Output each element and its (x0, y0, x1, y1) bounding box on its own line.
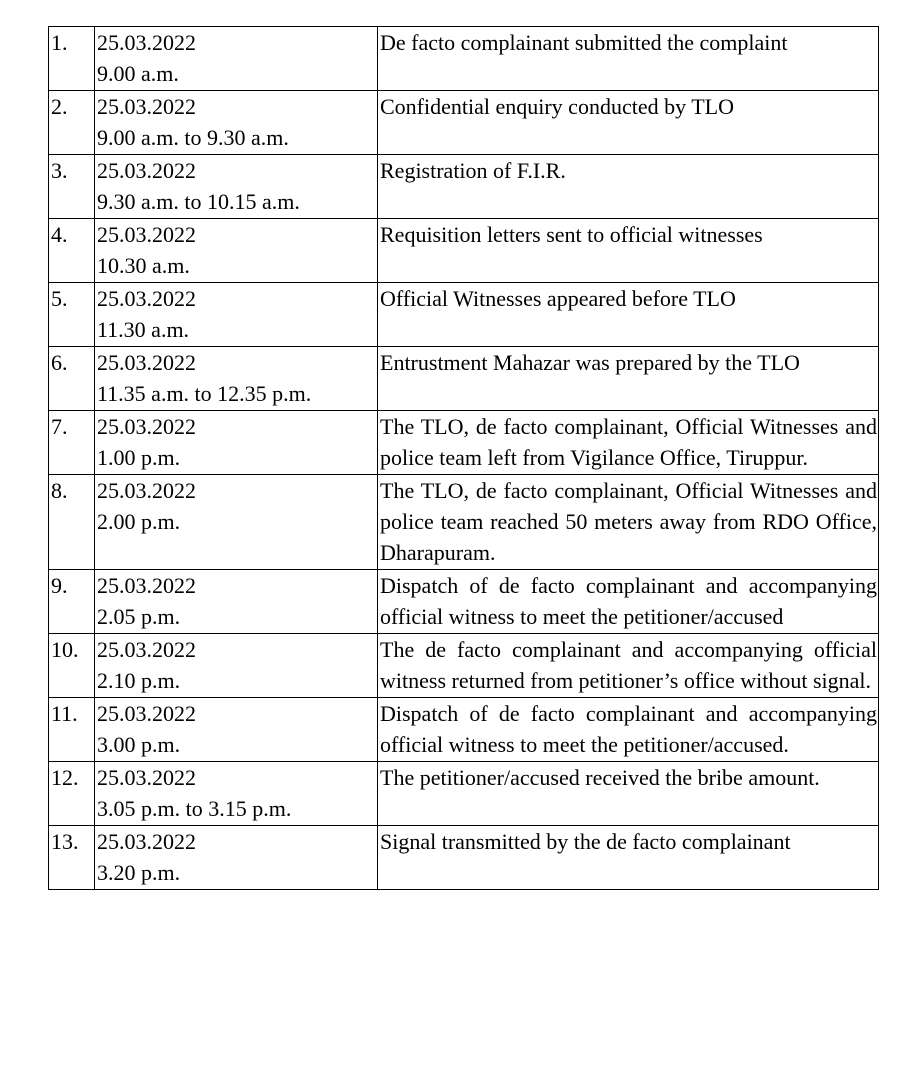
event-description-cell: The TLO, de facto complainant, Official Witnesses and police team left from Vigilance Office, Tiruppur. (378, 411, 879, 475)
date-text: 25.03.2022 (97, 30, 196, 55)
time-text: 9.00 a.m. to 9.30 a.m. (97, 125, 289, 150)
time-text: 2.10 p.m. (97, 668, 181, 693)
time-text: 9.00 a.m. (97, 61, 179, 86)
date-time-cell (95, 347, 378, 411)
event-description-cell: Requisition letters sent to official witnesses (378, 219, 879, 283)
serial-number-cell: 9. (49, 570, 95, 634)
table-row (49, 762, 879, 826)
table-row (49, 27, 879, 91)
serial-number-cell: 11. (49, 698, 95, 762)
date-text: 25.03.2022 (97, 286, 196, 311)
event-description-cell: Signal transmitted by the de facto complainant (378, 826, 879, 890)
serial-number-cell: 8. (49, 475, 95, 570)
table-row (49, 155, 879, 219)
date-time-cell (95, 570, 378, 634)
date-time-cell (95, 762, 378, 826)
event-description-cell: The de facto complainant and accompanying official witness returned from petitioner’s office without signal. (378, 634, 879, 698)
table-row (49, 698, 879, 762)
table-row (49, 91, 879, 155)
serial-number-cell: 6. (49, 347, 95, 411)
date-text: 25.03.2022 (97, 350, 196, 375)
date-time-cell (95, 27, 378, 91)
event-description-cell: Dispatch of de facto complainant and accompanying official witness to meet the petitioner/accused. (378, 698, 879, 762)
date-time-cell (95, 634, 378, 698)
table-row (49, 219, 879, 283)
serial-number-cell: 3. (49, 155, 95, 219)
event-timeline-table (48, 26, 879, 890)
table-row (49, 570, 879, 634)
serial-number-cell: 7. (49, 411, 95, 475)
serial-number-cell: 12. (49, 762, 95, 826)
time-text: 3.05 p.m. to 3.15 p.m. (97, 796, 292, 821)
date-time-cell (95, 91, 378, 155)
serial-number-cell: 13. (49, 826, 95, 890)
serial-number-cell: 1. (49, 27, 95, 91)
serial-number-cell: 10. (49, 634, 95, 698)
serial-number-cell: 2. (49, 91, 95, 155)
date-time-cell (95, 219, 378, 283)
serial-number-cell: 4. (49, 219, 95, 283)
time-text: 3.20 p.m. (97, 860, 181, 885)
date-time-cell (95, 411, 378, 475)
date-text: 25.03.2022 (97, 158, 196, 183)
date-text: 25.03.2022 (97, 573, 196, 598)
table-row (49, 347, 879, 411)
table-row (49, 634, 879, 698)
date-time-cell (95, 475, 378, 570)
serial-number-cell: 5. (49, 283, 95, 347)
date-text: 25.03.2022 (97, 94, 196, 119)
event-description-cell: Registration of F.I.R. (378, 155, 879, 219)
event-description-cell: Dispatch of de facto complainant and accompanying official witness to meet the petitioner/accused (378, 570, 879, 634)
date-time-cell (95, 155, 378, 219)
event-description-cell: Entrustment Mahazar was prepared by the TLO (378, 347, 879, 411)
time-text: 10.30 a.m. (97, 253, 190, 278)
date-text: 25.03.2022 (97, 637, 196, 662)
time-text: 1.00 p.m. (97, 445, 181, 470)
event-description-cell: De facto complainant submitted the complaint (378, 27, 879, 91)
date-time-cell (95, 698, 378, 762)
table-row (49, 475, 879, 570)
date-text: 25.03.2022 (97, 765, 196, 790)
date-text: 25.03.2022 (97, 701, 196, 726)
date-text: 25.03.2022 (97, 829, 196, 854)
event-description-cell: The TLO, de facto complainant, Official Witnesses and police team reached 50 meters away from RDO Office, Dharapuram. (378, 475, 879, 570)
table-row (49, 411, 879, 475)
time-text: 3.00 p.m. (97, 732, 181, 757)
event-description-cell: Confidential enquiry conducted by TLO (378, 91, 879, 155)
table-row (49, 826, 879, 890)
time-text: 2.05 p.m. (97, 604, 181, 629)
date-time-cell (95, 826, 378, 890)
time-text: 2.00 p.m. (97, 509, 181, 534)
event-description-cell: The petitioner/accused received the bribe amount. (378, 762, 879, 826)
time-text: 9.30 a.m. to 10.15 a.m. (97, 189, 300, 214)
table-row (49, 283, 879, 347)
time-text: 11.35 a.m. to 12.35 p.m. (97, 381, 312, 406)
date-text: 25.03.2022 (97, 222, 196, 247)
date-text: 25.03.2022 (97, 478, 196, 503)
date-time-cell (95, 283, 378, 347)
date-text: 25.03.2022 (97, 414, 196, 439)
time-text: 11.30 a.m. (97, 317, 190, 342)
event-description-cell: Official Witnesses appeared before TLO (378, 283, 879, 347)
